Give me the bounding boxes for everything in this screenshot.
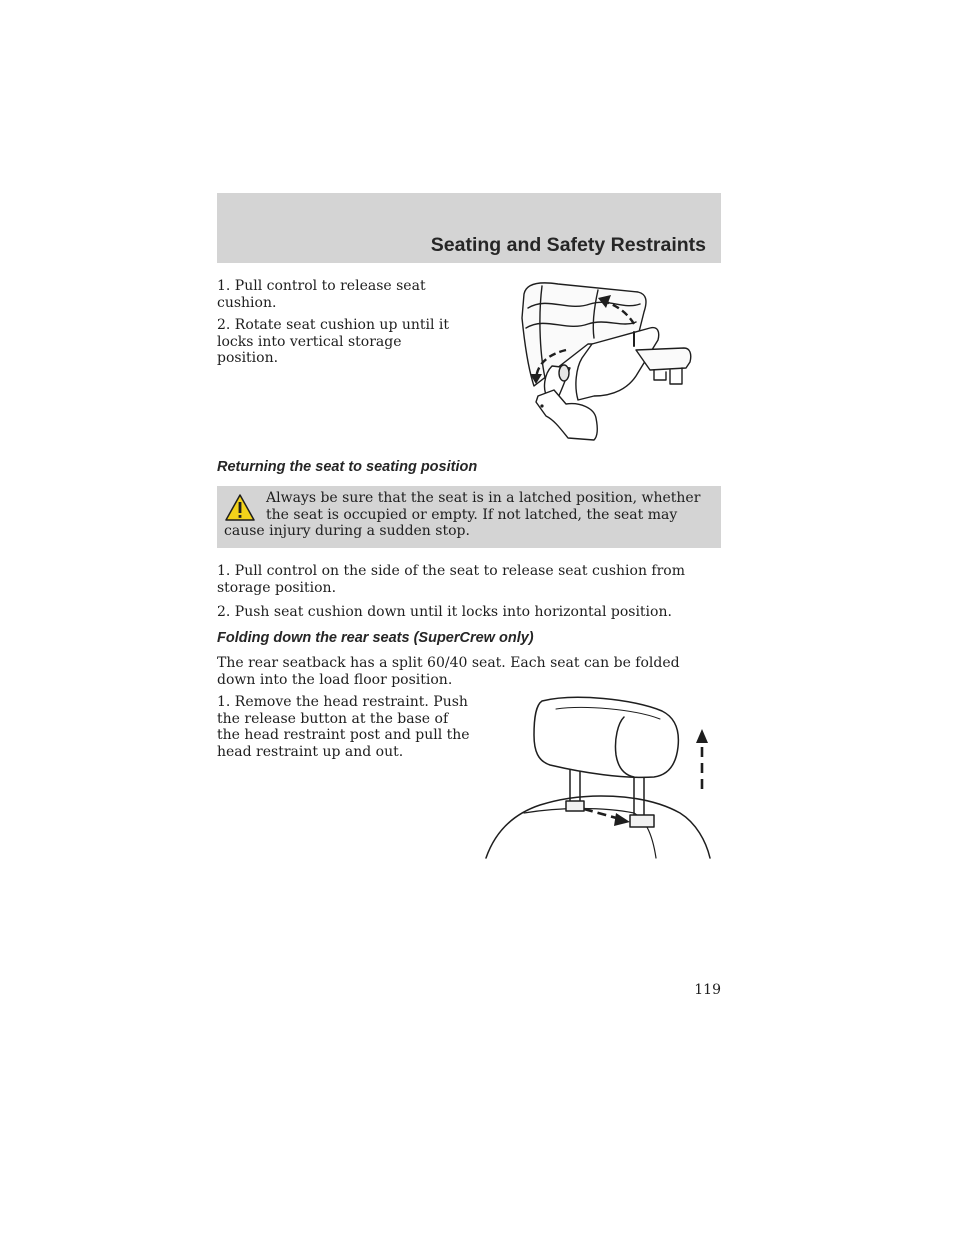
intro-rear-seatback: The rear seatback has a split 60/40 seat. Each seat can be folded down into the load floor position. (217, 655, 680, 688)
section-header-band (217, 193, 721, 263)
section-title: Seating and Safety Restraints (430, 234, 706, 256)
heading-folding-rear-seats: Folding down the rear seats (SuperCrew only) (217, 630, 534, 646)
page-number: 119 (694, 982, 721, 998)
heading-returning-seat: Returning the seat to seating position (217, 459, 478, 475)
warning-text: Always be sure that the seat is in a latched position, whether the seat is occupied or empty. If not latched, the seat may cause injury during a sudden stop. (224, 490, 701, 539)
step-remove-head-restraint: 1. Remove the head restraint. Push the release button at the base of the head restraint post and pull the head restraint up and out. (217, 694, 470, 760)
step-rotate-cushion: 2. Rotate seat cushion up until it locks into vertical storage position. (217, 317, 450, 366)
seat-cushion-fold-up-illustration (518, 278, 698, 444)
warning-box (217, 486, 721, 548)
head-restraint-removal-illustration (484, 695, 714, 861)
step-push-cushion-down: 2. Push seat cushion down until it locks into horizontal position. (217, 604, 672, 620)
step-pull-control: 1. Pull control to release seat cushion. (217, 278, 426, 311)
step-pull-control-side: 1. Pull control on the side of the seat to release seat cushion from storage position. (217, 563, 685, 596)
